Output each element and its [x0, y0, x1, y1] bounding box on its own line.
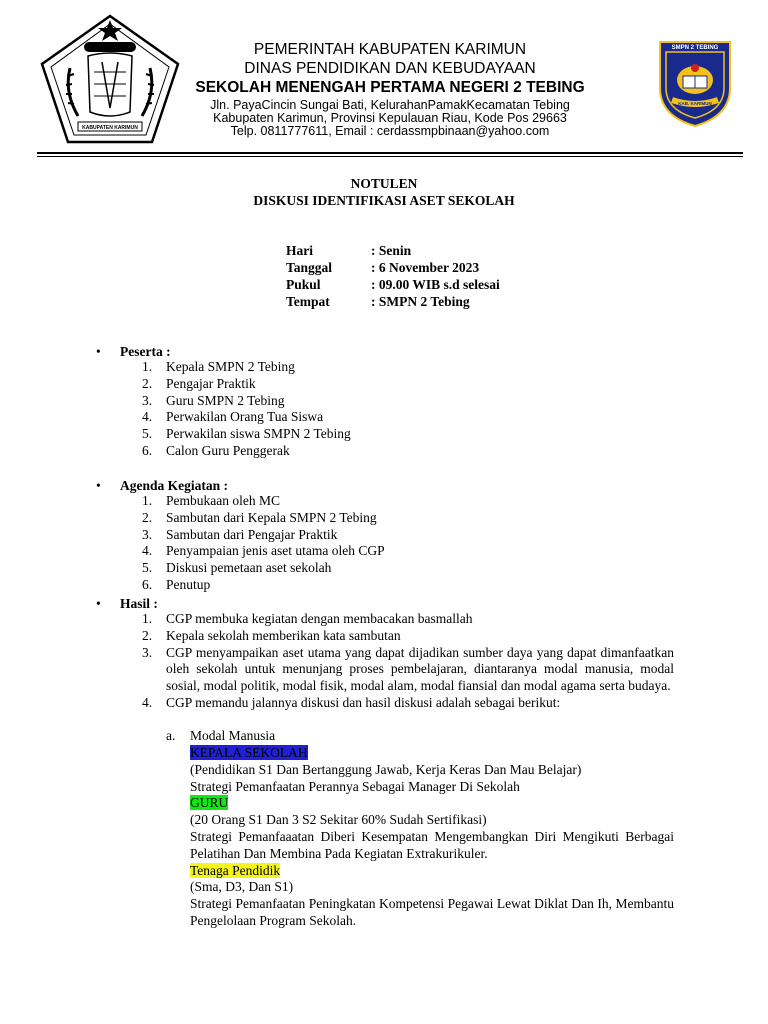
agenda-list — [0, 493, 674, 594]
info-row-tanggal: Tanggal : 6 November 2023 — [286, 260, 480, 275]
header-divider-thin — [37, 156, 743, 157]
doc-title: NOTULEN — [350, 176, 418, 191]
list-item: 2. Sambutan dari Kepala SMPN 2 Tebing — [142, 509, 377, 525]
header-divider-thick — [37, 152, 743, 154]
agenda-label: Agenda Kegiatan : — [120, 478, 228, 493]
kop-dept-line: DINAS PENDIDIKAN DAN KEBUDAYAAN — [244, 60, 536, 77]
guru-strategy: Strategi Pemanfaaatan Diberi Kesempatan Mengembangkan Diri Mengikuti Berbagai Pelatihan Dan Membina Pada Kegiatan Extrakurikuler. — [190, 828, 674, 861]
list-item: 6. Penutup — [142, 576, 211, 592]
sub-a-title: Modal Manusia — [190, 728, 276, 743]
list-item: 4. Perwakilan Orang Tua Siswa — [142, 409, 324, 425]
list-item: 2. Pengajar Praktik — [142, 375, 256, 391]
right-logo — [656, 38, 734, 128]
tendik-desc: (Sma, D3, Dan S1) — [190, 879, 294, 895]
left-logo-caption: KABUPATEN KARIMUN — [82, 125, 138, 131]
kepala-heading: KEPALA SEKOLAH — [190, 745, 308, 760]
right-logo-bottom-text: KAB. KARIMUN — [678, 101, 712, 106]
kop-gov-line: PEMERINTAH KABUPATEN KARIMUN — [253, 41, 527, 58]
kop-address-1: Jln. PayaCincin Sungai Bati, KelurahanPamakKecamatan Tebing — [210, 98, 570, 112]
kepala-strategy: Strategi Pemanfaatan Perannya Sebagai Manager Di Sekolah — [190, 778, 520, 794]
tendik-strategy: Strategi Pemanfaatan Peningkatan Kompetensi Pegawai Lewat Diklat Dan Ih, Membantu Pengelolaan Program Sekolah. — [190, 896, 674, 928]
meeting-info — [286, 242, 500, 310]
info-row-pukul: Pukul : 09.00 WIB s.d selesai — [286, 277, 500, 292]
list-item: 1. Kepala SMPN 2 Tebing — [142, 359, 295, 374]
info-row-hari: Hari : Senin — [286, 243, 412, 258]
kop-address-2: Kabupaten Karimun, Provinsi Kepulauan Riau, Kode Pos 29663 — [213, 111, 567, 125]
doc-subtitle: DISKUSI IDENTIFIKASI ASET SEKOLAH — [253, 193, 515, 208]
bullet-peserta: • — [96, 344, 101, 359]
list-item: 3. Guru SMPN 2 Tebing — [142, 392, 285, 408]
bullet-agenda: • — [96, 478, 101, 493]
info-row-tempat: Tempat : SMPN 2 Tebing — [286, 294, 470, 309]
list-item: 2. Kepala sekolah memberikan kata sambutan — [142, 627, 401, 643]
sub-a-marker: a. — [166, 728, 176, 743]
right-logo-top-text: SMPN 2 TEBING — [671, 45, 719, 51]
guru-desc: (20 Orang S1 Dan 3 S2 Sekitar 60% Sudah Sertifikasi) — [190, 812, 487, 828]
kop-school-line: SEKOLAH MENENGAH PERTAMA NEGERI 2 TEBING — [195, 79, 585, 96]
kop-contact: Telp. 0811777611, Email : cerdassmpbinaan@yahoo.com — [230, 124, 550, 138]
bullet-hasil: • — [96, 596, 101, 611]
hasil-label: Hasil : — [120, 596, 158, 611]
list-item: 6. Calon Guru Penggerak — [142, 442, 290, 458]
tendik-heading: Tenaga Pendidik — [190, 862, 281, 878]
list-item: 1. Pembukaan oleh MC — [142, 493, 280, 508]
list-item: 1. CGP membuka kegiatan dengan membacakan basmallah — [142, 611, 473, 626]
list-item: 3. Sambutan dari Pengajar Praktik — [142, 526, 338, 542]
list-item: 4. Penyampaian jenis aset utama oleh CGP — [142, 543, 385, 559]
list-item: 4. CGP memandu jalannya diskusi dan hasil diskusi adalah sebagai berikut: — [142, 694, 561, 710]
list-item: 5. Diskusi pemetaan aset sekolah — [142, 560, 332, 576]
guru-heading: GURU — [190, 795, 229, 811]
peserta-label: Peserta : — [120, 344, 171, 359]
kepala-block — [190, 745, 674, 930]
kepala-desc: (Pendidikan S1 Dan Bertanggung Jawab, Kerja Keras Dan Mau Belajar) — [190, 761, 582, 777]
hasil-list — [0, 611, 674, 712]
peserta-list — [0, 359, 674, 460]
list-item: 5. Perwakilan siswa SMPN 2 Tebing — [142, 426, 351, 442]
list-item: 3. CGP menyampaikan aset utama yang dapat dijadikan sumber daya yang dapat dimanfaatkan oleh sekolah untuk menunjang proses pembelajaran, diantaranya modal manusia, modal sosial, modal politik, modal fisik, modal alam, modal fiansial dan modal agama serta budaya. — [142, 644, 674, 694]
